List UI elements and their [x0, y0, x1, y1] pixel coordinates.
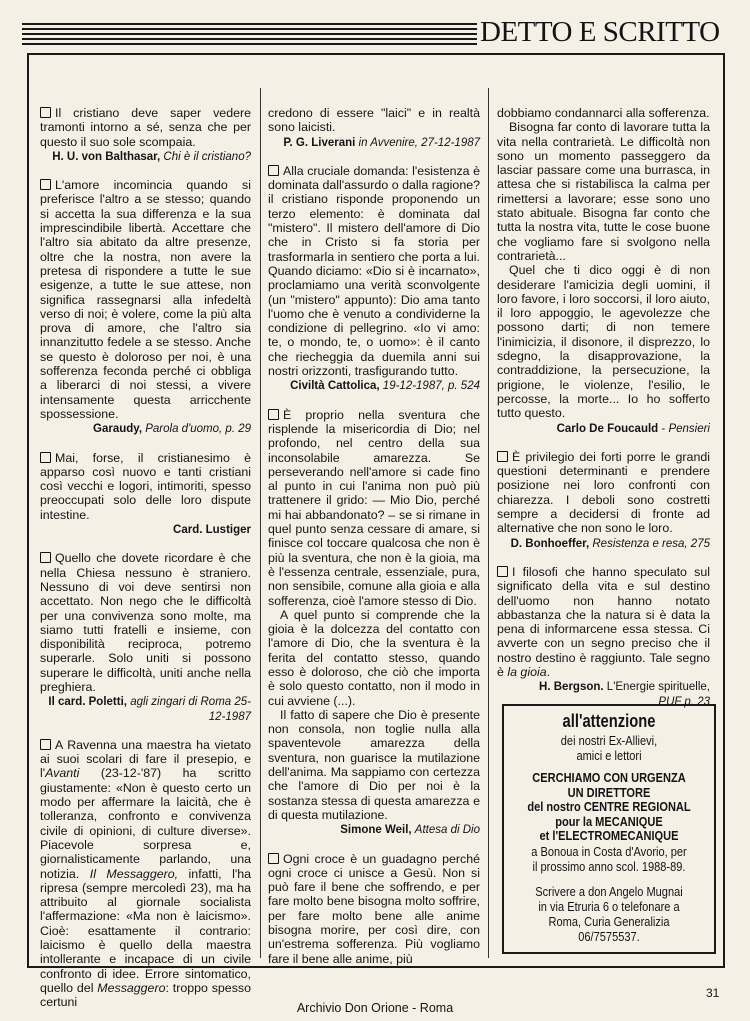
- checkbox-bullet-icon: [40, 107, 51, 118]
- masthead-rules: [22, 23, 477, 45]
- page-number: 31: [706, 986, 720, 1000]
- notice-headline: CERCHIAMO CON URGENZA: [532, 770, 686, 785]
- quote-author: H. U. von Balthasar,: [52, 150, 161, 163]
- notice-text: il prossimo anno scol. 1988-89.: [532, 858, 686, 874]
- checkbox-bullet-icon: [268, 853, 279, 864]
- quote-source: 19-12-1987, p. 524: [382, 380, 480, 393]
- quote-bonhoeffer: È privilegio dei forti porre le grandi questioni determinanti e prendere posizione nei loro confronti con chiarezza. I deboli sono costretti sempre a decidersi di fronte ad alternative che non sono le loro. D. Bonhoeffer, Resistenza e resa, 275: [497, 449, 710, 550]
- quote-source: Chi è il cristiano?: [163, 150, 251, 163]
- quote-source-publisher: PUF p. 23: [658, 695, 710, 708]
- checkbox-bullet-icon: [268, 165, 279, 176]
- quote-lustiger: Mai, forse, il cristianesimo è apparso così nuovo e tanti cristiani così vecchi e logori, intimoriti, spesso preoccupati solo delle loro dispute intestine. Card. Lustiger: [40, 450, 251, 537]
- checkbox-bullet-icon: [40, 739, 51, 750]
- checkbox-bullet-icon: [268, 409, 279, 420]
- column-divider-2: [488, 88, 489, 958]
- checkbox-bullet-icon: [497, 566, 508, 577]
- notice-contact: Roma, Curia Generalizia: [548, 913, 670, 929]
- quote-source: Parola d'uomo, p. 29: [145, 423, 251, 436]
- notice-headline: del nostro CENTRE REGIONAL: [527, 799, 691, 814]
- quote-author: D. Bonhoeffer,: [510, 537, 590, 550]
- checkbox-bullet-icon: [497, 451, 508, 462]
- quote-source: Attesa di Dio: [414, 824, 480, 837]
- quote-author: P. G. Liverani: [283, 136, 356, 149]
- quote-bergson: I filosofi che hanno speculato sul significato della vita e sul destino dell'uomo non hanno notato abbastanza che la natura si è data la pena di informarcene essa stessa. Ci avverte con un segno preciso che il nostro destino è raggiunto. Tale segno è la gioia. H. Bergson. L'Energie spirituelle, PUF p. 23: [497, 564, 710, 708]
- notice-phone: 06/7575537.: [578, 928, 640, 944]
- column-divider-1: [260, 88, 261, 958]
- notice-headline: pour la MECANIQUE: [555, 813, 663, 829]
- column-1: [40, 106, 251, 1010]
- checkbox-bullet-icon: [40, 452, 51, 463]
- notice-contact: Scrivere a don Angelo Mugnai: [535, 883, 683, 899]
- quote-poletti: Quello che dovete ricordare è che nella Chiesa nessuno è straniero. Nessuno di voi deve sentirsi non accettato. Non nego che le difficoltà per una convivenza sono molte, ma siamo tutti fratelli e insieme, con disponibilità reciproca, potremo superarle. Solo uniti si possono superare le difficoltà, uniti anche nella preghiera. Il card. Poletti, agli zingari di Roma 25-12-1987: [40, 551, 251, 723]
- quote-source: in Avvenire, 27-12-1987: [358, 136, 480, 149]
- quote-author: Garaudy,: [93, 423, 143, 436]
- quote-source: L'Energie spirituelle,: [606, 681, 710, 694]
- quote-garaudy: L'amore incomincia quando si preferisce l'altro a se stesso; quando si accetta la sua differenza e la sua imprescindibile libertà. Accettare che l'altro sia abitato da altre presenze, oltre che la nostra, non avere la pretesa di rispondere a tutte le sue esigenze, a tutte le sue attese, non significa rassegnarsi alla infedeltà verso di noi; è volere, come la più alta prova di amore, che l'altro sia innanzitutto fedele a se stesso. Anche se questo è doloroso per noi, è una sofferenza feconda perché ci obbliga a liberarci di noi stessi, a vivere intensamente questa arricchente spossessione. Garaudy, Parola d'uomo, p. 29: [40, 178, 251, 436]
- notice-headline: et l'ELECTROMECANIQUE: [539, 828, 679, 843]
- quote-balthasar: Il cristiano deve saper vedere tramonti intorno a sé, senza che per questo il suo sole scompaia. H. U. von Balthasar, Chi è il cristiano?: [40, 106, 251, 163]
- quote-simone-weil: È proprio nella sventura che risplende la misericordia di Dio; nel profondo, nel centro della sua inconsolabile amarezza. Se perseverando nell'amore si cade fino al punto in cui l'anima non può più trattenere il grido: — Mio Dio, perché mi hai abbandonato? – se si rimane in quel punto senza cessare di amare, si finisce col toccare qualcosa che non è più la sventura, che non è la gioia, ma è l'essenza centrale, essenziale, pura, non sensibile, comune alla gioia e alla sofferenza, cioè l'amore stesso di Dio. A quel punto si comprende che la gioia è la dolcezza del contatto con l'amore di Dio, che la sventura è la ferita del contatto stesso, quando esso è doloroso, che ciò che importa è solo questo contatto, non il modo in cui avviene (...). Il fatto di sapere che Dio è presente non consola, non toglie nulla alla spaventevole amarezza della sventura, non guarisce la mutilazione dell'anima. Ma sappiamo con certezza che l'amore di Dio per noi è la sostanza stessa di questa amarezza e di questa mutilazione. Simone Weil, Attesa di Dio: [268, 407, 480, 837]
- quote-source: Pensieri: [668, 422, 710, 435]
- quote-source: agli zingari di Roma 25-12-1987: [130, 696, 251, 723]
- archive-footer: Archivio Don Orione - Roma: [296, 1001, 454, 1015]
- quote-author: Carlo De Foucauld: [556, 422, 659, 435]
- notice-box: [502, 704, 716, 954]
- quote-author: Card. Lustiger: [173, 524, 251, 537]
- notice-subtitle: dei nostri Ex-Allievi,: [560, 733, 658, 748]
- quote-civilta-cattolica: Alla cruciale domanda: l'esistenza è dominata dall'assurdo o dalla ragione? il cristiano risponde proponendo un terzo elemento: è dominata dal "mistero". Il mistero dell'amore di Dio che in Cristo si fa storia per trasformarla in sentiero che porta a lui. Quando diciamo: «Dio si è incarnato», proclamiamo una verità sconvolgente (un "mistero" appunto): Dio ama tanto l'uomo che è venuto a condividerne la condizione di pellegrino. «Io vi amo: te, o mondo, te, o uomo»: è il canto che riecheggia da duemila anni sui nostri orizzonti, trasfigurando tutto. Civiltà Cattolica, 19-12-1987, p. 524: [268, 163, 480, 393]
- article-ravenna-continued: credono di essere "laici" e in realtà sono laicisti. P. G. Liverani in Avvenire, 27-12-1987: [268, 106, 480, 149]
- notice-contact: in via Etruria 6 o telefonare a: [538, 898, 680, 914]
- quote-author: Civiltà Cattolica,: [290, 380, 380, 393]
- checkbox-bullet-icon: [40, 179, 51, 190]
- quote-author: H. Bergson.: [539, 681, 604, 694]
- notice-text: a Bonoua in Costa d'Avorio, per: [531, 843, 687, 859]
- quote-source: Resistenza e resa, 275: [592, 537, 710, 550]
- quote-croce: Ogni croce è un guadagno perché ogni croce ci unisce a Gesù. Non si può fare il bene che soffrendo, e per fare molto bene bisogna molto soffrire, per fare molto bene alle anime bisogna morire, per così dire, con un'estrema sofferenza. Più vogliamo fare il bene alle anime, più: [268, 851, 480, 966]
- column-3: [497, 106, 710, 708]
- quote-author: Simone Weil,: [340, 824, 412, 837]
- notice-headline: UN DIRETTORE: [567, 784, 651, 800]
- notice-subtitle: amici e lettori: [576, 748, 642, 763]
- quote-author: Il card. Poletti,: [48, 696, 127, 709]
- column-2: [268, 106, 480, 966]
- quote-foucauld-continued: dobbiamo condannarci alla sofferenza. Bisogna far conto di lavorare tutta la vita nella contrarietà. Le difficoltà non sono un momento passeggero da lasciar passare come una burrasca, in attesa che si ristabilisca la calma per rimettersi a lavorare; esse sono uno stato abituale. Bisogna far conto che tutta la nostra vita, tutte le cose buone che vogliamo fare si svolgono nella contrarietà... Quel che ti dico oggi è di non desiderare l'amicizia degli uomini, il loro favore, i loro soccorsi, il loro aiuto, il loro appoggio, le agevolezze che possono darti; di non temere l'inimicizia, il disonore, il disprezzo, lo sdegno, la disapprovazione, la contraddizione, la persecuzione, la prigione, le violenze, l'esilio, le percosse, la morte... Io ho sofferto tutto questo. Carlo De Foucauld - Pensieri: [497, 106, 710, 435]
- section-title: DETTO E SCRITTO: [480, 16, 720, 48]
- article-ravenna: A Ravenna una maestra ha vietato ai suoi scolari di fare il presepio, e l'Avanti (23-12-'87) ha scritto giustamente: «Non è questo certo un modo per affermare la laicità, che è tolleranza, confronto e convivenza civile di opinioni, di culture diverse». Piacevole sorpresa e, giornalisticamente parlando, una notizia. Il Messaggero, infatti, l'ha ripresa (sempre mercoledì 23), ma ha attribuito al giornale socialista l'affermazione: «Ma non è laicismo». Cioè: esattamente il contrario: laicismo è quello della maestra intollerante e incapace di un civile confronto di idee. Errore sintomatico, quello del Messaggero: troppo spesso certuni: [40, 737, 251, 1010]
- notice-title: all'attenzione: [562, 711, 656, 731]
- checkbox-bullet-icon: [40, 552, 51, 563]
